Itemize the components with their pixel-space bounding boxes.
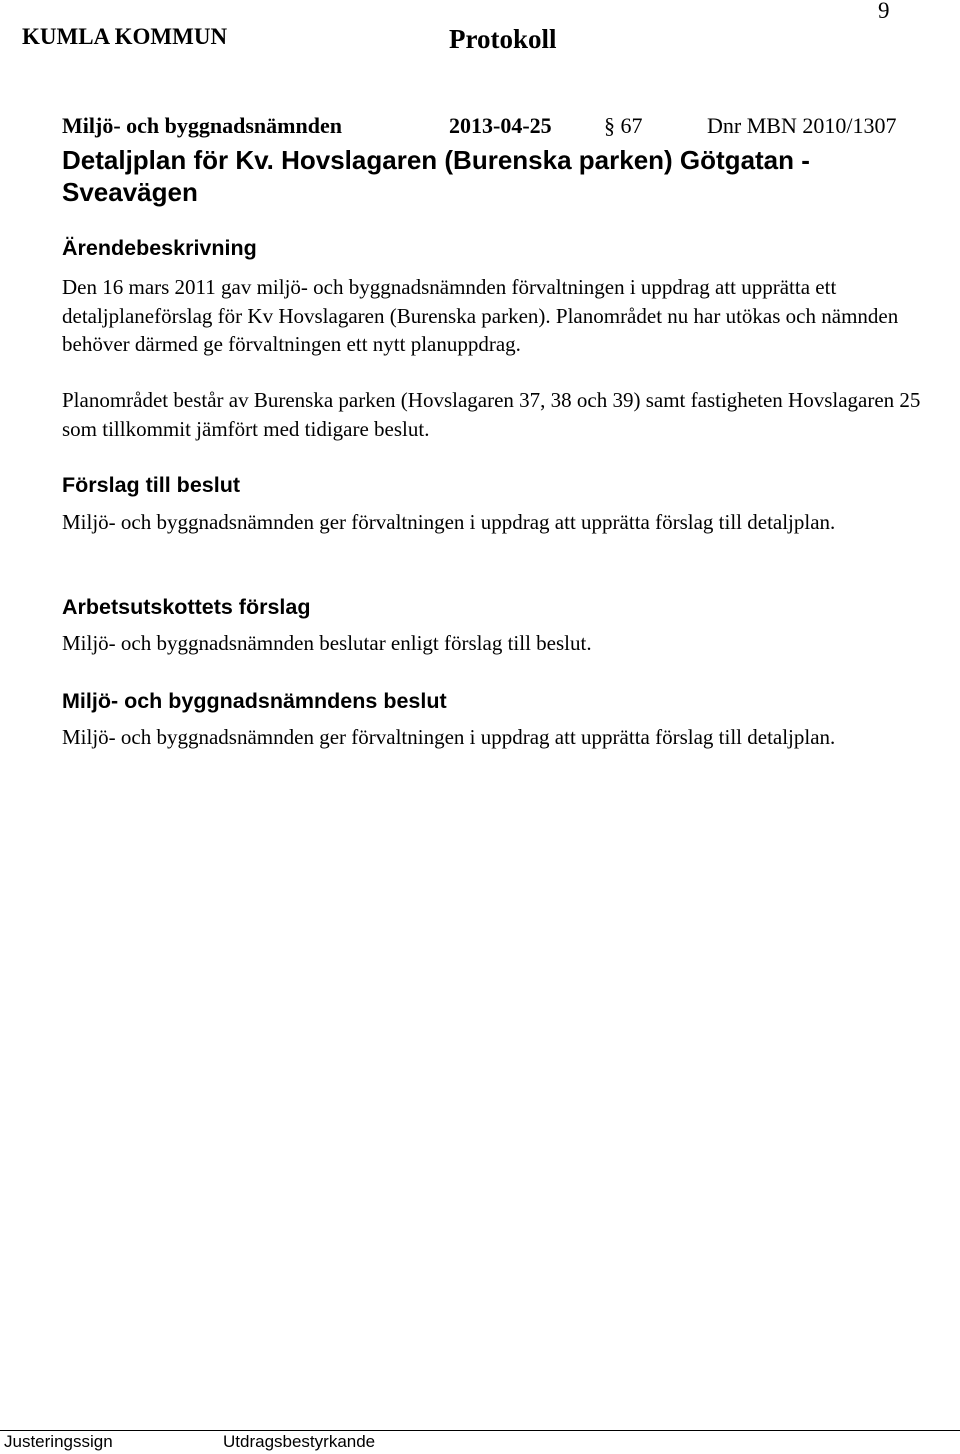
footer-justeringssign: Justeringssign <box>4 1432 113 1451</box>
case-title: Detaljplan för Kv. Hovslagaren (Burenska parken) Götgatan - Sveavägen <box>62 145 810 207</box>
heading-arendebeskrivning: Ärendebeskrivning <box>62 236 257 260</box>
arendebeskrivning-paragraph-1: Den 16 mars 2011 gav miljö- och byggnadsnämnden förvaltningen i uppdrag att upprätta ett detaljplaneförslag för Kv Hovslagaren (Burenska parken). Planområdet nu har utökas och nämnden behöver därmed ge förvaltningen ett nytt planuppdrag. <box>62 275 899 356</box>
meeting-date: 2013-04-25 <box>449 113 552 138</box>
committee-name: Miljö- och byggnadsnämnden <box>62 113 342 138</box>
document-type: Protokoll <box>449 24 557 54</box>
footer-utdragsbestyrkande: Utdragsbestyrkande <box>223 1432 376 1451</box>
paragraph-sign: § <box>604 113 615 138</box>
beslut-text: Miljö- och byggnadsnämnden ger förvaltningen i uppdrag att upprätta förslag till detaljplan. <box>62 725 836 749</box>
paragraph-reference <box>604 113 643 139</box>
heading-beslut: Miljö- och byggnadsnämndens beslut <box>62 689 447 713</box>
paragraph-number: 67 <box>620 113 643 138</box>
arendebeskrivning-paragraph-2: Planområdet består av Burenska parken (Hovslagaren 37, 38 och 39) samt fastigheten Hovslagaren 25 som tillkommit jämfört med tidigare beslut. <box>62 388 921 441</box>
heading-arbetsutskottets-forslag: Arbetsutskottets förslag <box>62 595 311 619</box>
forslag-till-beslut-text: Miljö- och byggnadsnämnden ger förvaltningen i uppdrag att upprätta förslag till detaljplan. <box>62 510 836 534</box>
page-number: 9 <box>878 0 890 23</box>
case-number: Dnr MBN 2010/1307 <box>707 113 897 138</box>
footer-divider <box>0 1430 960 1431</box>
heading-forslag-till-beslut: Förslag till beslut <box>62 473 240 497</box>
organization-name: KUMLA KOMMUN <box>22 24 228 49</box>
arbetsutskottets-forslag-text: Miljö- och byggnadsnämnden beslutar enligt förslag till beslut. <box>62 631 592 655</box>
